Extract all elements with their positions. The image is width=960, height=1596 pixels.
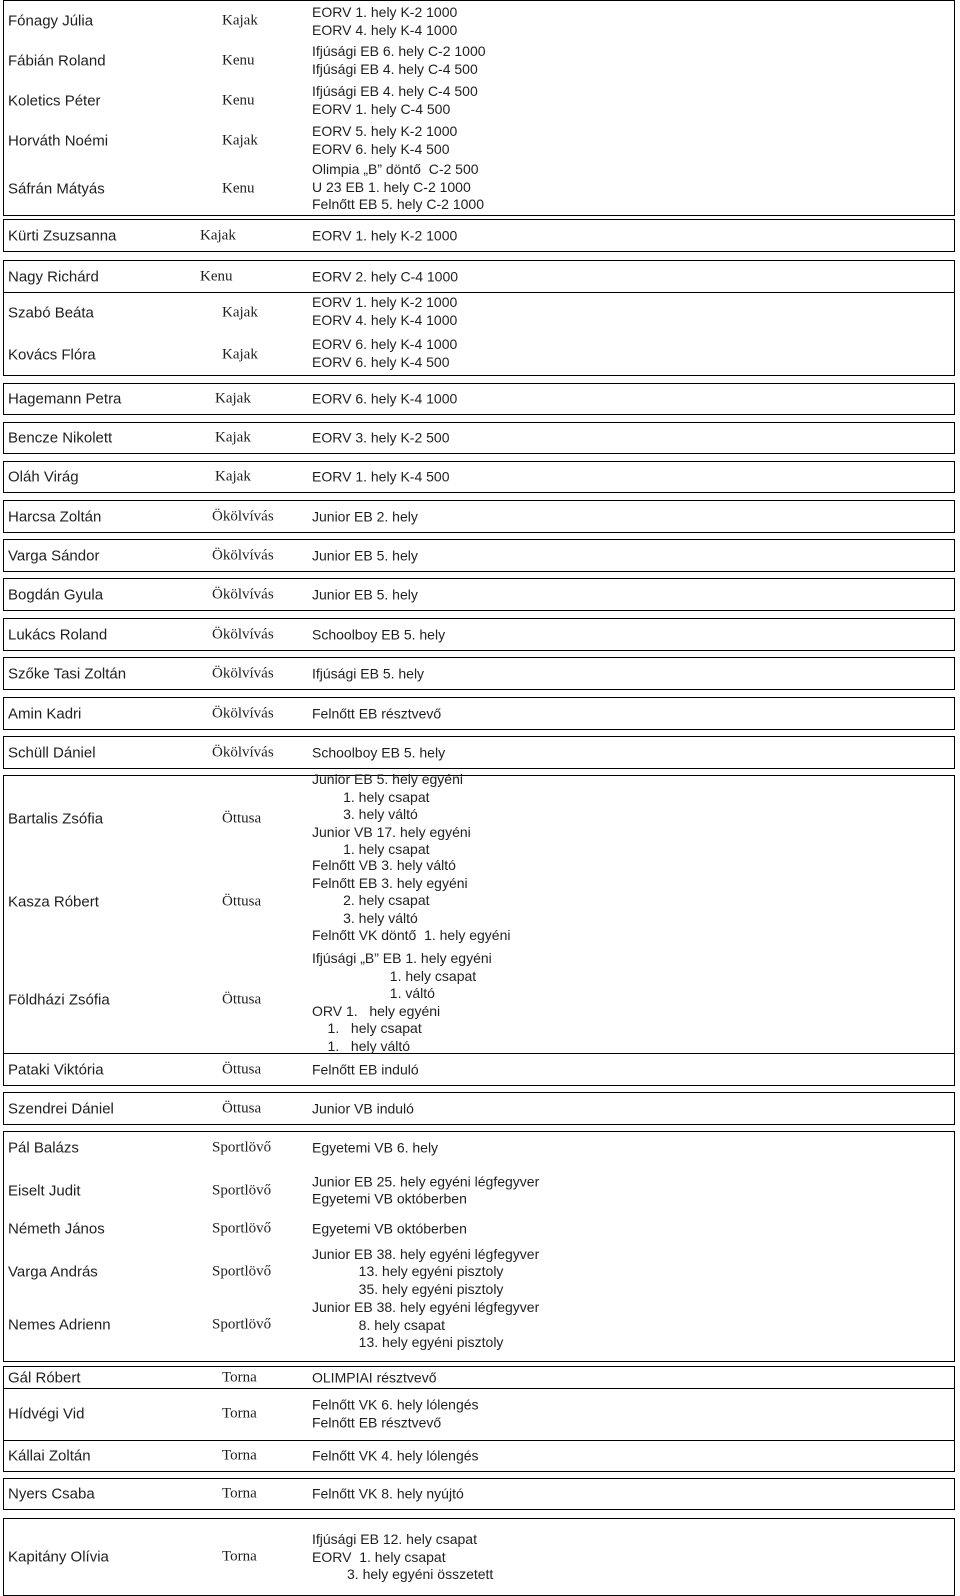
result-line: Junior VB induló (312, 1099, 414, 1116)
result-line: EORV 3. hely K-2 500 (312, 429, 450, 446)
results-list (312, 429, 449, 447)
athlete-row-szendrei-daniel (0, 1092, 960, 1125)
result-line: Felnőtt EB 5. hely C-2 1000 (312, 196, 484, 212)
athlete-row-bartalis-zsofia (0, 771, 960, 866)
sport-label: Ökölvívás (212, 744, 274, 760)
sport-label: Kajak (215, 468, 251, 485)
result-line: EORV 1. hely K-2 1000 (312, 226, 458, 243)
result-line: EORV 1. hely K-2 1000 (312, 4, 458, 20)
sport-label: Sportlövő (212, 1220, 272, 1236)
sport-label: Sportlövő (212, 1139, 272, 1155)
result-line: Ifjúsági EB 6. hely C-2 1000 (312, 43, 486, 59)
sport-label: Öttusa (222, 810, 262, 826)
athlete-row-olah-virag (0, 461, 960, 493)
result-line: EORV 1. hely K-4 500 (312, 468, 450, 485)
result-line: 3. hely egyéni összetett (312, 1565, 494, 1582)
athlete-name: Németh János (8, 1220, 105, 1237)
results-list (312, 586, 418, 604)
result-line: Schoolboy EB 5. hely (312, 625, 446, 642)
athlete-name: Eiselt Judit (8, 1182, 81, 1199)
sport-label: Torna (222, 1369, 257, 1386)
athlete-row-horvath-noemi (0, 121, 960, 161)
sport-label: Ökölvívás (212, 547, 274, 563)
sport-label: Kenu (222, 180, 255, 197)
athlete-name: Kovács Flóra (8, 346, 96, 364)
athlete-name: Varga Sándor (8, 547, 100, 564)
athlete-name: Szendrei Dániel (8, 1100, 114, 1117)
sport-label: Ökölvívás (212, 508, 274, 524)
athlete-row-schull-daniel (0, 736, 960, 769)
results-list (312, 227, 457, 245)
athlete-name: Szabó Beáta (8, 304, 94, 322)
result-line: 1. váltó (312, 985, 435, 1001)
results-list (312, 1447, 479, 1465)
result-line: 1. hely csapat (312, 967, 477, 984)
results-list (312, 665, 424, 683)
sport-label: Ökölvívás (212, 665, 274, 681)
athlete-name: Földházi Zsófia (8, 991, 110, 1009)
athlete-name: Fónagy Júlia (8, 12, 94, 30)
athlete-name: Kapitány Olívia (8, 1548, 109, 1566)
athlete-row-amin-kadri (0, 697, 960, 730)
result-line: Ifjúsági „B” EB 1. hely egyéni (312, 950, 492, 966)
athlete-name: Schüll Dániel (8, 744, 96, 761)
athlete-row-hidvegi-vid (0, 1388, 960, 1440)
result-line: Ifjúsági EB 5. hely (312, 664, 425, 681)
sport-label: Sportlövő (212, 1182, 272, 1198)
result-line: Egyetemi VB 6. hely (312, 1138, 439, 1155)
athlete-row-fonagy-julia (0, 2, 960, 40)
athlete-name: Kürti Zsuzsanna (8, 227, 117, 244)
sport-label: Kajak (215, 390, 251, 407)
result-line: Felnőtt EB résztvevő (312, 1414, 442, 1430)
athlete-name: Kállai Zoltán (8, 1447, 91, 1465)
results-list (312, 626, 445, 644)
athlete-row-szoke-tasi-zoltan (0, 657, 960, 690)
result-line: EORV 2. hely C-4 1000 (312, 267, 459, 284)
result-line: EORV 6. hely K-4 500 (312, 353, 450, 370)
result-line: EORV 1. hely C-4 500 (312, 100, 451, 117)
results-list (312, 1139, 438, 1157)
results-list (312, 744, 445, 762)
result-line: Felnőtt EB résztvevő (312, 704, 442, 721)
athlete-name: Hídvégi Vid (8, 1405, 85, 1423)
athlete-row-kovacs-flora (0, 334, 960, 376)
result-line: EORV 4. hely K-4 1000 (312, 21, 458, 38)
athlete-name: Pataki Viktória (8, 1061, 104, 1078)
athlete-name: Lukács Roland (8, 626, 108, 643)
results-list (312, 547, 418, 565)
result-line: EORV 1. hely K-2 1000 (312, 294, 458, 310)
sport-label: Torna (222, 1405, 257, 1422)
results-list (312, 336, 457, 371)
results-list (312, 1531, 493, 1584)
sport-label: Kajak (222, 12, 258, 29)
results-list (312, 1299, 539, 1352)
sport-label: Kenu (200, 268, 233, 284)
athlete-name: Gál Róbert (8, 1369, 81, 1387)
sport-label: Kenu (222, 92, 255, 109)
result-line: 13. hely egyéni pisztoly (312, 1333, 504, 1350)
results-list (312, 123, 457, 158)
athlete-row-pal-balazs (0, 1131, 960, 1164)
result-line: Olimpia „B” döntő C-2 500 (312, 161, 479, 177)
athlete-row-varga-andras (0, 1245, 960, 1298)
athlete-row-nagy-richard (0, 260, 960, 293)
result-line: Junior EB 38. hely egyéni légfegyver (312, 1298, 540, 1315)
result-line: Junior EB 5. hely (312, 585, 418, 602)
athlete-name: Koletics Péter (8, 92, 101, 110)
results-list (312, 1100, 414, 1118)
result-line: 3. hely váltó (312, 909, 418, 926)
result-line: Junior EB 5. hely egyéni (312, 771, 463, 787)
athlete-row-foldhazi-zsofia (0, 950, 960, 1054)
result-line: Junior EB 38. hely egyéni légfegyver (312, 1245, 540, 1262)
result-line: Felnőtt VK 6. hely lólengés (312, 1396, 479, 1413)
sport-label: Öttusa (222, 1061, 262, 1077)
result-line: 1. hely váltó (312, 1037, 411, 1054)
sport-label: Kenu (222, 52, 255, 69)
sport-label: Kajak (222, 346, 258, 363)
result-line: EORV 1. hely csapat (312, 1548, 446, 1565)
result-line: Junior EB 5. hely (312, 546, 418, 563)
result-line: Felnőtt VK 8. hely nyújtó (312, 1485, 464, 1502)
results-list (312, 1173, 539, 1208)
result-line: Ifjúsági EB 4. hely C-4 500 (312, 60, 478, 77)
athlete-name: Horváth Noémi (8, 132, 109, 150)
results-list (312, 43, 486, 78)
result-line: Ifjúsági EB 12. hely csapat (312, 1530, 477, 1547)
sport-label: Öttusa (222, 991, 262, 1008)
result-line: EORV 5. hely K-2 1000 (312, 123, 458, 139)
sport-label: Kajak (200, 227, 236, 243)
athlete-row-eiselt-judit (0, 1168, 960, 1213)
sport-label: Torna (222, 1485, 257, 1502)
results-list (312, 1485, 464, 1503)
result-line: 3. hely váltó (312, 806, 418, 822)
athlete-row-koletics-peter (0, 81, 960, 121)
athlete-row-safran-matyas (0, 161, 960, 217)
athlete-row-nemeth-janos (0, 1212, 960, 1245)
results-list (312, 294, 457, 329)
result-line: Felnőtt VK döntő 1. hely egyéni (312, 927, 511, 943)
athlete-row-pataki-viktoria (0, 1053, 960, 1086)
result-line: EORV 6. hely K-4 1000 (312, 336, 458, 352)
athlete-row-hagemann-petra (0, 383, 960, 415)
result-line: 1. hely csapat (312, 788, 430, 805)
result-line: Ifjúsági EB 4. hely C-4 500 (312, 83, 478, 99)
result-line: U 23 EB 1. hely C-2 1000 (312, 178, 471, 195)
athlete-row-kasza-robert (0, 857, 960, 947)
result-line: 1. hely csapat (312, 841, 430, 857)
results-list (312, 1245, 539, 1298)
results-list (312, 1061, 419, 1079)
result-line: Junior VB 17. hely egyéni (312, 823, 471, 840)
result-line: EORV 6. hely K-4 1000 (312, 390, 458, 407)
athlete-name: Hagemann Petra (8, 390, 122, 408)
athlete-row-kallai-zoltan (0, 1440, 960, 1472)
results-list (312, 857, 510, 945)
athlete-name: Bogdán Gyula (8, 586, 104, 603)
results-list (312, 771, 471, 859)
sport-label: Sportlövő (212, 1263, 272, 1279)
athlete-name: Nagy Richárd (8, 268, 99, 285)
results-list (312, 83, 478, 118)
results-list (312, 1369, 436, 1387)
athlete-row-nyers-csaba (0, 1478, 960, 1510)
sport-label: Torna (222, 1548, 257, 1565)
athlete-row-lukacs-roland (0, 618, 960, 651)
results-list (312, 268, 458, 286)
result-line: Egyetemi VB októberben (312, 1219, 467, 1236)
athlete-row-szabo-beata (0, 292, 960, 334)
sport-label: Sportlövő (212, 1316, 272, 1333)
result-line: ORV 1. hely egyéni (312, 1002, 441, 1019)
results-list (312, 705, 441, 723)
athlete-name: Bencze Nikolett (8, 429, 113, 447)
athlete-name: Kasza Róbert (8, 893, 99, 911)
athlete-name: Nyers Csaba (8, 1485, 95, 1503)
sport-label: Öttusa (222, 893, 262, 910)
results-list (312, 4, 457, 39)
result-line: 2. hely csapat (312, 892, 430, 908)
result-line: Junior EB 25. hely egyéni légfegyver (312, 1173, 540, 1189)
result-line: EORV 6. hely K-4 500 (312, 140, 450, 157)
result-line: Felnőtt EB 3. hely egyéni (312, 874, 468, 891)
results-list (312, 950, 492, 1055)
athlete-row-fabian-roland (0, 41, 960, 81)
result-line: 8. hely csapat (312, 1316, 446, 1333)
athlete-name: Varga András (8, 1263, 98, 1280)
result-line: EORV 4. hely K-4 1000 (312, 311, 458, 328)
results-list (312, 1397, 479, 1432)
result-line: Felnőtt VB 3. hely váltó (312, 857, 456, 873)
athlete-name: Nemes Adrienn (8, 1316, 111, 1334)
sport-label: Kajak (222, 132, 258, 149)
results-list (312, 390, 457, 408)
athlete-name: Sáfrán Mátyás (8, 180, 105, 198)
result-line: OLIMPIAI résztvevő (312, 1369, 437, 1386)
result-line: 13. hely egyéni pisztoly (312, 1262, 504, 1279)
athlete-name: Fábián Roland (8, 52, 106, 70)
athlete-row-kurti-zsuzsanna (0, 219, 960, 252)
athlete-row-harcsa-zoltan (0, 500, 960, 533)
results-list (312, 508, 418, 526)
athlete-row-bogdan-gyula (0, 578, 960, 611)
result-line: Felnőtt EB induló (312, 1060, 419, 1077)
sport-label: Kajak (215, 429, 251, 446)
sport-label: Torna (222, 1447, 257, 1464)
result-line: Schoolboy EB 5. hely (312, 743, 446, 760)
result-line: Egyetemi VB októberben (312, 1190, 467, 1207)
athlete-name: Bartalis Zsófia (8, 810, 104, 827)
athlete-row-varga-sandor (0, 539, 960, 572)
result-line: Junior EB 2. hely (312, 507, 418, 524)
athlete-row-kapitany-olivia (0, 1518, 960, 1596)
results-list (312, 468, 449, 486)
athlete-row-bencze-nikolett (0, 422, 960, 454)
sport-label: Ökölvívás (212, 626, 274, 642)
athlete-row-nemes-adrienn (0, 1298, 960, 1352)
athlete-name: Pál Balázs (8, 1139, 79, 1156)
athlete-name: Harcsa Zoltán (8, 508, 102, 525)
result-line: 35. hely egyéni pisztoly (312, 1280, 504, 1297)
athlete-name: Szőke Tasi Zoltán (8, 665, 127, 682)
results-list (312, 161, 484, 214)
sport-label: Öttusa (222, 1100, 262, 1116)
sport-label: Ökölvívás (212, 705, 274, 721)
result-line: 1. hely csapat (312, 1020, 422, 1036)
results-list (312, 1220, 467, 1238)
athlete-name: Oláh Virág (8, 468, 79, 486)
athlete-name: Amin Kadri (8, 705, 82, 722)
sport-label: Ökölvívás (212, 586, 274, 602)
result-line: Felnőtt VK 4. hely lólengés (312, 1447, 479, 1464)
sport-label: Kajak (222, 304, 258, 321)
